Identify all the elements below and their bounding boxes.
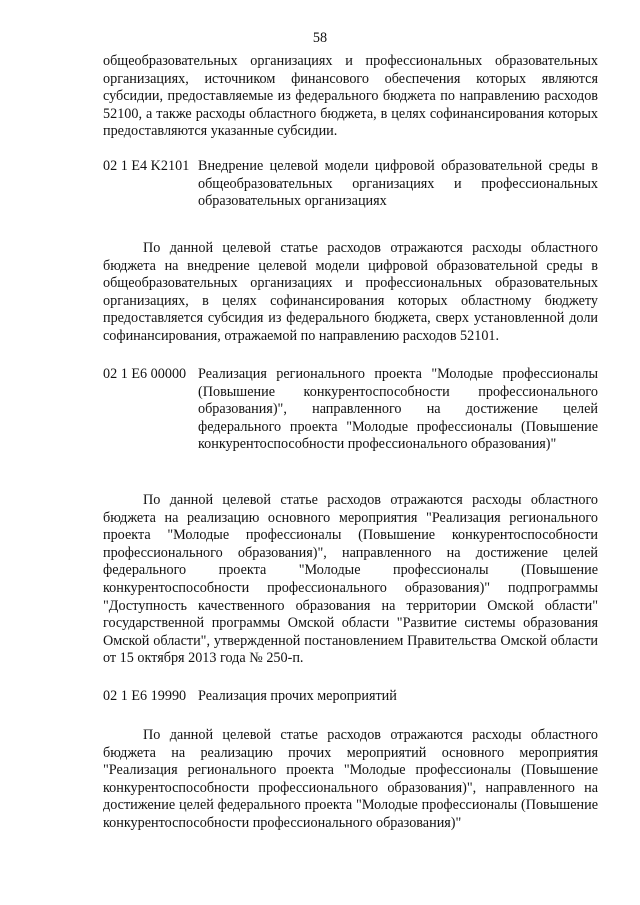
paragraph-e6-00000-description: По данной целевой статье расходов отражаются расходы областного бюджета на реализацию основного мероприятия "Реализация регионального проекта "Молодые профессионалы (Повышение конкурентоспособности профессионального образования)", направленного на достижение целей федерального проекта "Молодые профессионалы (Повышение конкурентоспособности профессионального образования)" подпрограммы "Доступность качественного образования на территории Омской области" государственной программы Омской области "Развитие системы образования Омской области", утвержденной постановлением Правительства Омской области от 15 октября 2013 года № 250-п. [103, 492, 598, 667]
paragraph-continuation: общеобразовательных организациях и профессиональных образовательных организациях, источником финансового обеспечения которых являются субсидии, предоставляемые из федерального бюджета по направлению расходов 52100, а также расходы областного бюджета, в целях софинансирования которых предоставляются указанные субсидии. [103, 53, 598, 140]
expense-code: 02 1 E6 00000 [103, 366, 187, 382]
expense-title: Внедрение целевой модели цифровой образовательной среды в общеобразовательных организациях и профессиональных образовательных организациях [198, 158, 598, 210]
expense-code: 02 1 E4 K2101 [103, 158, 190, 174]
expense-title: Реализация прочих мероприятий [198, 688, 397, 704]
paragraph-e4-k2101-description: По данной целевой статье расходов отражаются расходы областного бюджета на внедрение целевой модели цифровой образовательной среды в общеобразовательных организациях и профессиональных образовательных организациях, в целях софинансирования которых областному бюджету предоставляется субсидия из федерального бюджета, сверх установленной доли софинансирования, отражаемой по направлению расходов 52101. [103, 240, 598, 344]
paragraph-e6-19990-description: По данной целевой статье расходов отражаются расходы областного бюджета на реализацию прочих мероприятий основного мероприятия "Реализация регионального проекта "Молодые профессионалы (Повышение конкурентоспособности профессионального образования)", направленного на достижение целей федерального проекта "Молодые профессионалы (Повышение конкурентоспособности профессионального образования)" [103, 727, 598, 831]
page-number: 58 [312, 30, 328, 46]
expense-title: Реализация регионального проекта "Молодые профессионалы (Повышение конкурентоспособности профессионального образования)", направленного на достижение целей федерального проекта "Молодые профессионалы (Повышение конкурентоспособности профессионального образования)" [198, 366, 598, 453]
expense-code: 02 1 E6 19990 [103, 688, 187, 704]
